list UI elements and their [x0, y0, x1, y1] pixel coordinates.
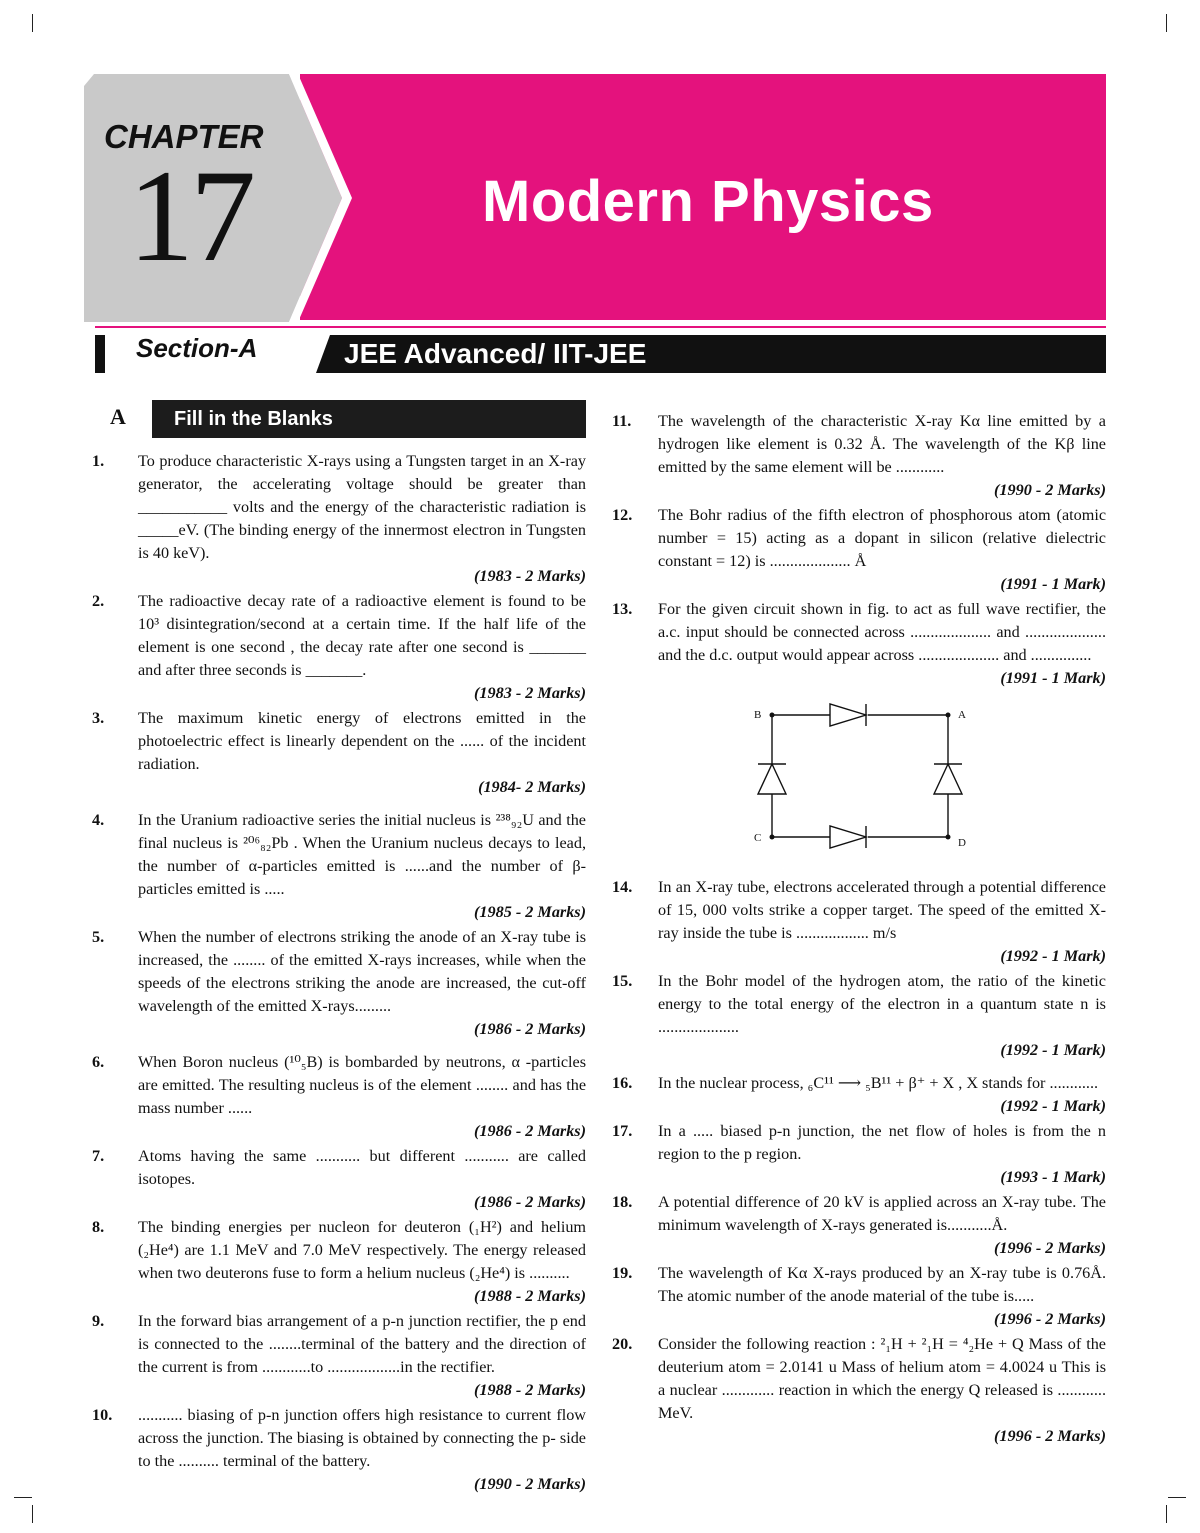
- question-number: 19.: [612, 1264, 633, 1282]
- question-number: 12.: [612, 506, 633, 524]
- question-number: 20.: [612, 1335, 633, 1353]
- question-number: 16.: [612, 1074, 633, 1092]
- question-item: [92, 1216, 586, 1308]
- question-text: The binding energies per nucleon for deuteron (₁H²) and helium (₂He⁴) are 1.1 MeV and 7.0 MeV respectively. The energy released when two deuterons fuse to form a helium nucleus (₂He⁴) is ..........: [138, 1218, 586, 1282]
- question-text: In a ..... biased p-n junction, the net flow of holes is from the n region to the p region.: [658, 1122, 1106, 1163]
- question-number: 2.: [92, 592, 105, 610]
- question-marks: (1988 - 2 Marks): [474, 1381, 586, 1399]
- crop-mark: [14, 1497, 32, 1498]
- question-marks: (1990 - 2 Marks): [474, 1475, 586, 1493]
- question-item: [92, 707, 586, 799]
- question-marks: (1983 - 2 Marks): [474, 684, 586, 702]
- question-marks: (1986 - 2 Marks): [474, 1020, 586, 1038]
- chapter-word: CHAPTER: [104, 118, 264, 155]
- question-text: The wavelength of the characteristic X-ray Kα line emitted by a hydrogen like element is 0.32 Å. The wavelength of the Kβ line emitted by the same element will be ............: [658, 412, 1106, 476]
- question-item: [612, 1333, 1106, 1448]
- question-marks: (1992 - 1 Mark): [1000, 947, 1106, 965]
- diode-right: [934, 764, 962, 794]
- chapter-title: Modern Physics: [482, 169, 934, 234]
- question-marks: (1990 - 2 Marks): [994, 481, 1106, 499]
- question-item: [92, 1051, 586, 1143]
- question-marks: (1992 - 1 Mark): [1000, 1097, 1106, 1115]
- question-text: Consider the following reaction : ²₁H + ²₁H = ⁴₂He + Q Mass of the deuterium atom = 2.0141 u Mass of helium atom = 4.0024 u This is a nuclear ............. reaction in which the energy Q released is ............ MeV.: [658, 1335, 1106, 1422]
- question-text: The maximum kinetic energy of electrons emitted in the photoelectric effect is linearly dependent on the ...... of the incident radiation.: [138, 709, 586, 773]
- question-number: 11.: [612, 412, 632, 430]
- question-text: The wavelength of Kα X-rays produced by an X-ray tube is 0.76Å. The atomic number of the anode material of the tube is.....: [658, 1264, 1106, 1305]
- question-marks: (1988 - 2 Marks): [474, 1287, 586, 1305]
- question-marks: (1985 - 2 Marks): [474, 903, 586, 921]
- circuit-label-a: A: [958, 709, 966, 721]
- question-number: 6.: [92, 1053, 105, 1071]
- circuit-label-d: D: [958, 837, 966, 849]
- questions-left-column: [92, 450, 586, 1498]
- question-item: [612, 1262, 1106, 1331]
- question-text: The Bohr radius of the fifth electron of phosphorous atom (atomic number = 15) acting as a dopant in silicon (relative dielectric constant = 12) is .................... Å: [658, 506, 1106, 570]
- question-text: When the number of electrons striking the anode of an X-ray tube is increased, the ........ of the emitted X-rays increases, while when the speeds of the electrons striking the anode are increased, the cut-off wavelength of the emitted X-rays.........: [138, 928, 586, 1015]
- diode-bottom: [830, 826, 866, 848]
- question-item: [612, 504, 1106, 596]
- crop-mark: [1166, 14, 1167, 32]
- subsection-letter: A: [110, 404, 126, 429]
- question-text: Atoms having the same ........... but different ........... are called isotopes.: [138, 1147, 586, 1188]
- question-text: In the nuclear process, ₆C¹¹ ⟶ ₅B¹¹ + β⁺ + X , X stands for ............: [658, 1074, 1099, 1092]
- question-marks: (1986 - 2 Marks): [474, 1193, 586, 1211]
- question-number: 13.: [612, 600, 633, 618]
- crop-mark: [32, 14, 33, 32]
- section-label: Section-A: [136, 333, 258, 363]
- question-marks: (1986 - 2 Marks): [474, 1122, 586, 1140]
- question-text: In the Uranium radioactive series the initial nucleus is ²³⁸₉₂U and the final nucleus is ²⁰⁶₈₂Pb . When the Uranium nucleus decays to lead, the number of α-particles emitted is ......and the number of β-particles emitted is .....: [138, 811, 586, 898]
- question-item: [92, 1145, 586, 1214]
- question-item: [612, 970, 1106, 1062]
- crop-mark: [1168, 1497, 1186, 1498]
- circuit-label-b: B: [754, 709, 762, 721]
- question-marks: (1983 - 2 Marks): [474, 567, 586, 585]
- question-item: [612, 1120, 1106, 1189]
- question-text: For the given circuit shown in fig. to act as full wave rectifier, the a.c. input should be connected across .................... and .................... and the d.c. output would appear across .................... and ...............: [658, 600, 1106, 664]
- question-item: [612, 1191, 1106, 1260]
- rectifier-circuit-diagram: [750, 700, 980, 855]
- question-number: 18.: [612, 1193, 633, 1211]
- question-item: [612, 1072, 1106, 1118]
- question-number: 1.: [92, 452, 105, 470]
- crop-mark: [1166, 1505, 1167, 1523]
- question-item: [92, 590, 586, 705]
- question-item: [612, 598, 1106, 690]
- question-marks: (1996 - 2 Marks): [994, 1310, 1106, 1328]
- question-number: 4.: [92, 811, 105, 829]
- section-title-bar: [316, 335, 1106, 373]
- subsection-bar: [152, 400, 586, 438]
- subsection-title: Fill in the Blanks: [174, 408, 333, 430]
- question-number: 7.: [92, 1147, 105, 1165]
- section-divider: [95, 326, 1106, 328]
- question-number: 9.: [92, 1312, 105, 1330]
- question-item: [612, 410, 1106, 502]
- question-text: The radioactive decay rate of a radioactive element is found to be 10³ disintegration/second at a certain time. If the half life of the element is one second , the decay rate after one second is _______ and after three seconds is _______.: [138, 592, 586, 679]
- question-marks: (1993 - 1 Mark): [1000, 1168, 1106, 1186]
- junction-dots: [770, 713, 951, 840]
- section-title: JEE Advanced/ IIT-JEE: [344, 338, 647, 369]
- question-item: [92, 450, 586, 588]
- question-text: In the Bohr model of the hydrogen atom, the ratio of the kinetic energy to the total energy of the electron in a quantum state n is ....................: [658, 972, 1106, 1036]
- question-item: [612, 876, 1106, 968]
- question-item: [92, 926, 586, 1041]
- question-number: 3.: [92, 709, 105, 727]
- question-number: 17.: [612, 1122, 633, 1140]
- question-number: 5.: [92, 928, 105, 946]
- circuit-label-c: C: [754, 832, 762, 844]
- question-marks: (1984- 2 Marks): [478, 778, 586, 796]
- questions-right-column: [612, 410, 1106, 1450]
- chapter-banner: [300, 74, 1106, 320]
- diode-top: [830, 704, 866, 726]
- question-text: In an X-ray tube, electrons accelerated through a potential difference of 15, 000 volts strike a copper target. The speed of the emitted X-ray inside the tube is .................. m/s: [658, 878, 1106, 942]
- question-marks: (1996 - 2 Marks): [994, 1427, 1106, 1445]
- question-number: 10.: [92, 1406, 113, 1424]
- question-text: To produce characteristic X-rays using a Tungsten target in an X-ray generator, the accelerating voltage should be greater than ___________ volts and the energy of the characteristic radiation is _____eV. (The binding energy of the innermost electron in Tungsten is 40 keV).: [138, 452, 586, 562]
- question-number: 8.: [92, 1218, 105, 1236]
- question-text: A potential difference of 20 kV is applied across an X-ray tube. The minimum wavelength of X-rays generated is...........Å.: [658, 1193, 1106, 1234]
- question-item: [92, 1310, 586, 1402]
- diode-left: [758, 764, 786, 794]
- question-marks: (1992 - 1 Mark): [1000, 1041, 1106, 1059]
- question-item: [92, 1404, 586, 1496]
- crop-mark: [32, 1505, 33, 1523]
- chapter-number: 17: [128, 142, 252, 289]
- question-marks: (1991 - 1 Mark): [1000, 669, 1106, 687]
- question-text: When Boron nucleus (¹⁰₅B) is bombarded by neutrons, α -particles are emitted. The resulting nucleus is of the element ........ and has the mass number ......: [138, 1053, 586, 1117]
- section-marker: [95, 335, 105, 373]
- question-number: 14.: [612, 878, 633, 896]
- question-text: ........... biasing of p-n junction offers high resistance to current flow across the junction. The biasing is obtained by connecting the p- side to the .......... terminal of the battery.: [138, 1406, 586, 1470]
- question-text: In the forward bias arrangement of a p-n junction rectifier, the p end is connected to the ........terminal of the battery and the direction of the current is from ............to ..................in the rectifier.: [138, 1312, 586, 1376]
- question-number: 15.: [612, 972, 633, 990]
- question-marks: (1991 - 1 Mark): [1000, 575, 1106, 593]
- question-marks: (1996 - 2 Marks): [994, 1239, 1106, 1257]
- question-item: [92, 809, 586, 924]
